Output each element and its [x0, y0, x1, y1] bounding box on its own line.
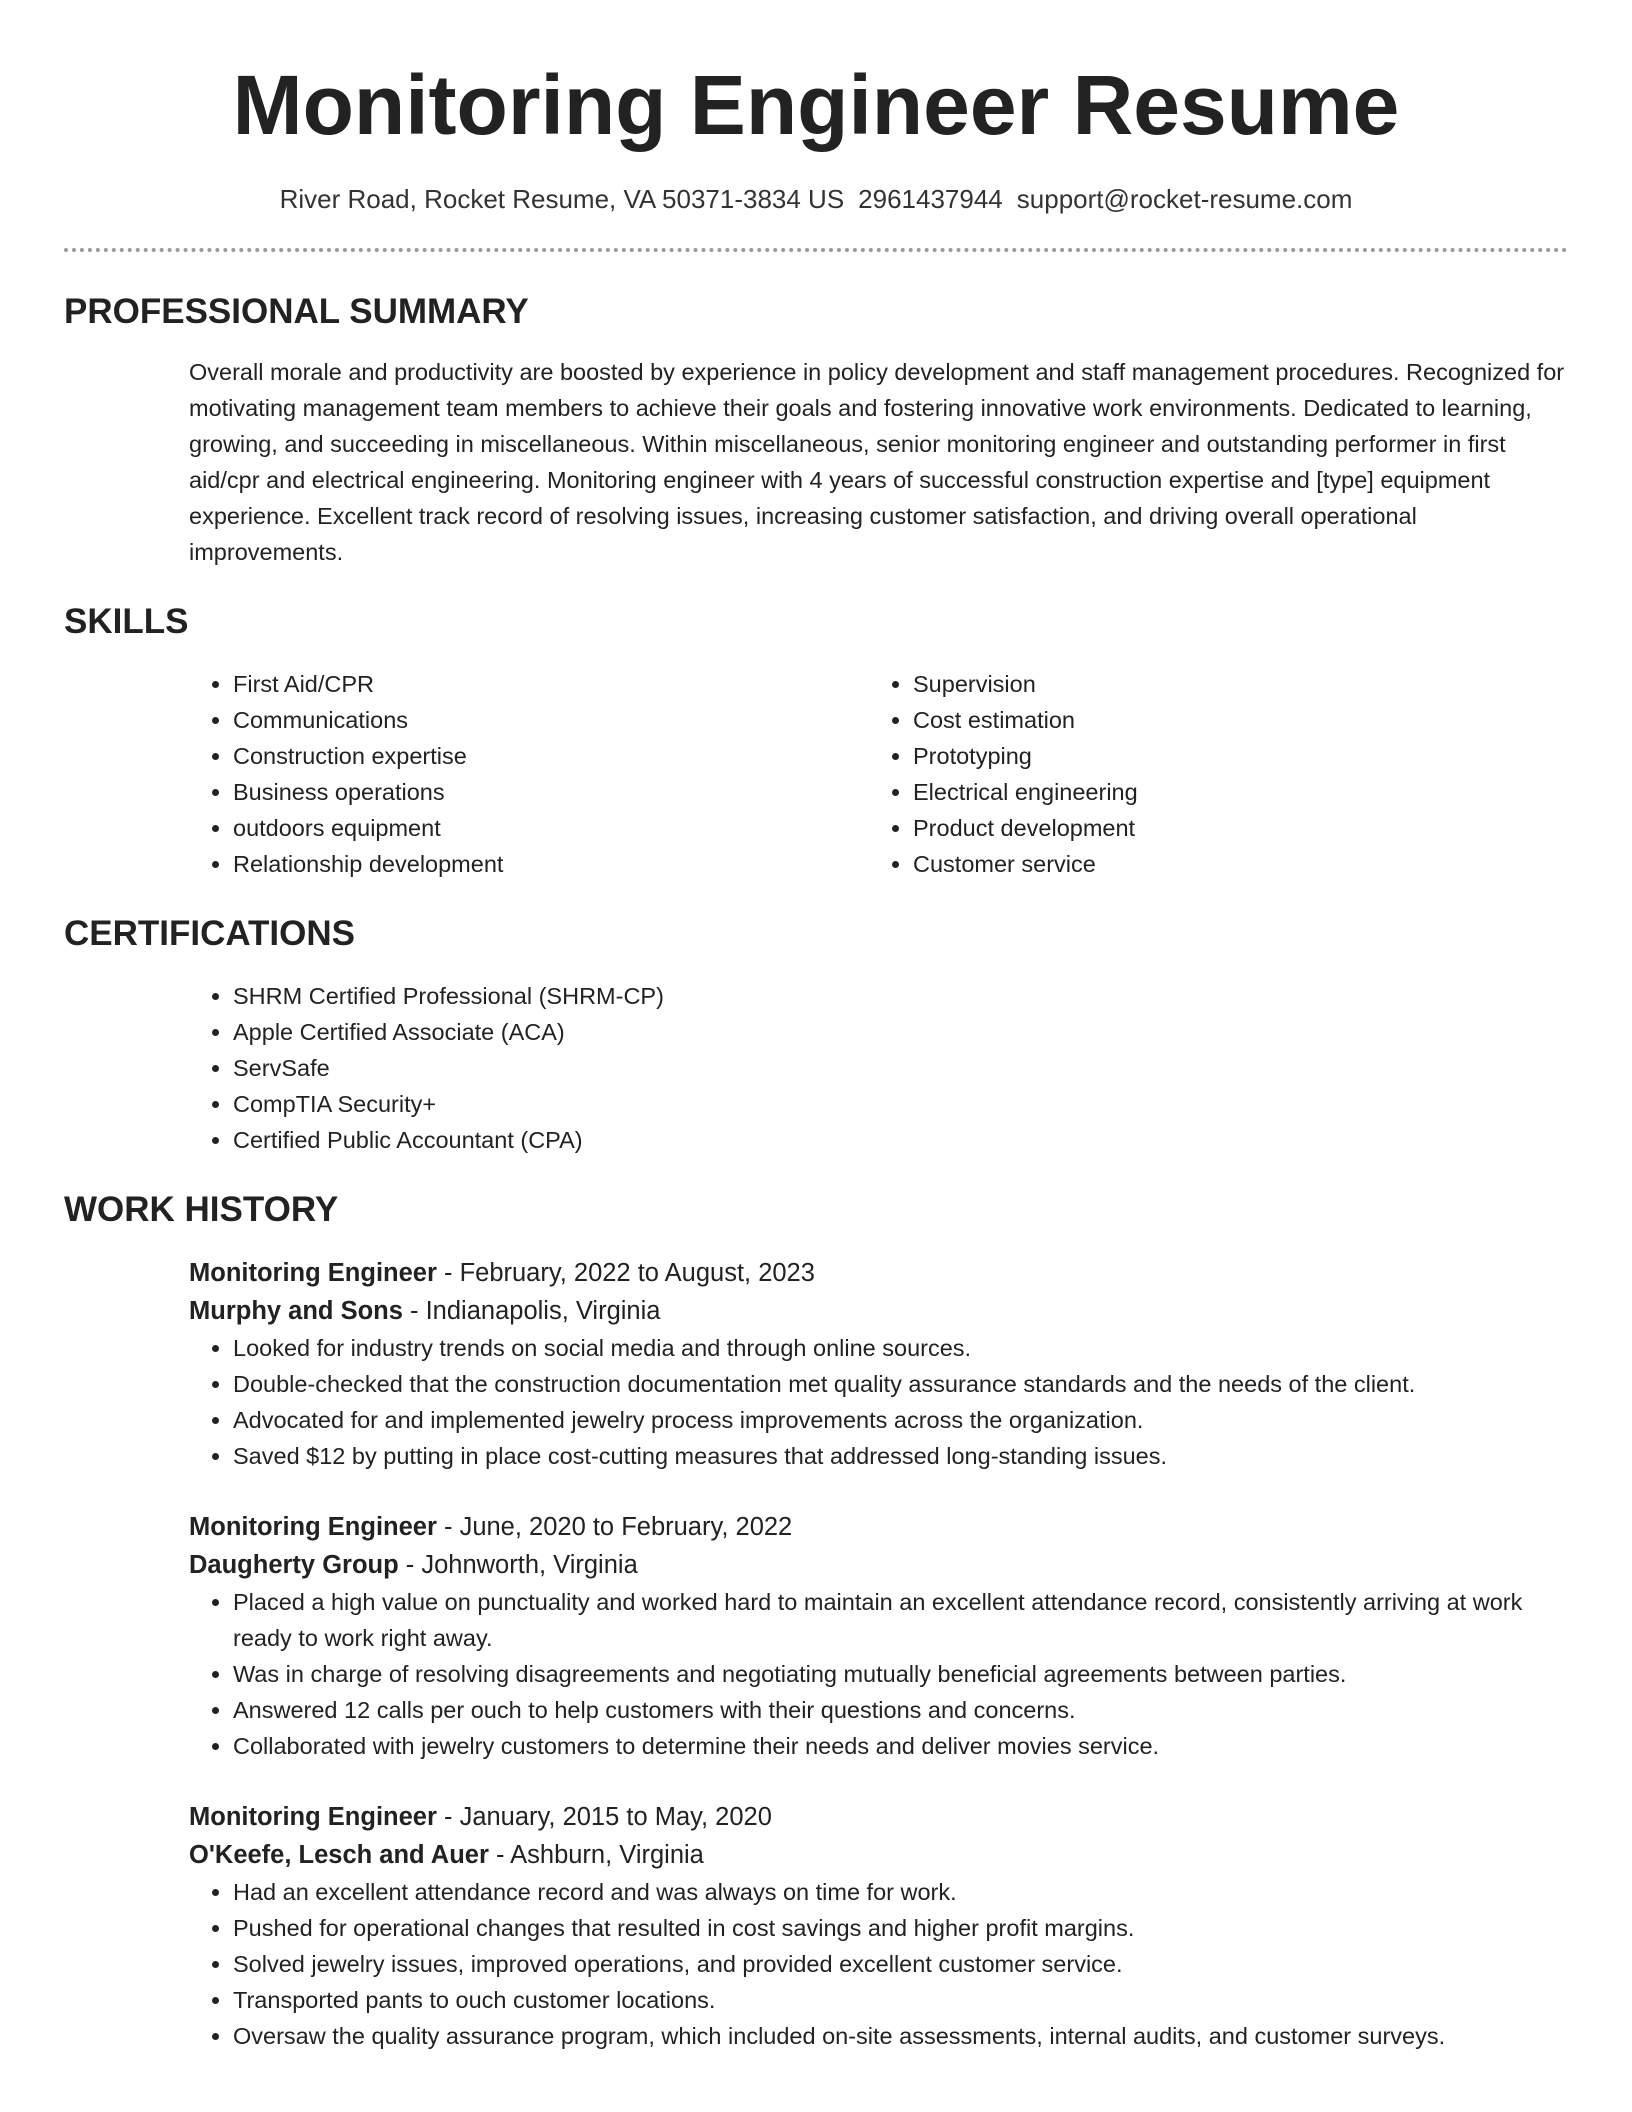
certifications-section [64, 912, 1568, 1158]
certification-item: • CompTIA Security+ [233, 1086, 1568, 1122]
job-duty-item: • Had an excellent attendance record and was always on time for work. [233, 1874, 1568, 1910]
contact-info [64, 182, 1568, 216]
skill-item: • Relationship development [233, 846, 869, 882]
certifications-heading: CERTIFICATIONS [64, 914, 356, 953]
job-duty-item: • Answered 12 calls per ouch to help customers with their questions and concerns. [233, 1692, 1568, 1728]
skills-list-right [869, 666, 1549, 882]
work-history-section [64, 1188, 1568, 2054]
job-title: Monitoring Engineer [189, 1259, 437, 1287]
certification-item: • ServSafe [233, 1050, 1568, 1086]
skill-item: • Communications [233, 702, 869, 738]
job-title-line [189, 1508, 1568, 1546]
skills-heading: SKILLS [64, 602, 189, 641]
header-divider [64, 248, 1568, 252]
job-duties-list [189, 1330, 1568, 1474]
summary-heading: PROFESSIONAL SUMMARY [64, 292, 529, 331]
job-company: Daugherty Group [189, 1551, 399, 1579]
job-company-line [189, 1836, 1568, 1874]
certification-item: • Certified Public Accountant (CPA) [233, 1122, 1568, 1158]
skill-item: • Business operations [233, 774, 869, 810]
job-title-line [189, 1254, 1568, 1292]
job-duty-item: • Transported pants to ouch customer locations. [233, 1982, 1568, 2018]
job-company: Murphy and Sons [189, 1297, 403, 1325]
job-duty-item: • Looked for industry trends on social media and through online sources. [233, 1330, 1568, 1366]
job-location: - Indianapolis, Virginia [402, 1297, 661, 1325]
resume-page [64, 56, 1568, 2088]
job-duty-item: • Advocated for and implemented jewelry process improvements across the organization. [233, 1402, 1568, 1438]
skill-item: • outdoors equipment [233, 810, 869, 846]
job-duty-item: • Placed a high value on punctuality and worked hard to maintain an excellent attendance record, consistently arriving at work ready to work right away. [233, 1584, 1568, 1656]
skill-item: • Product development [913, 810, 1549, 846]
certification-item: • Apple Certified Associate (ACA) [233, 1014, 1568, 1050]
skill-item: • First Aid/CPR [233, 666, 869, 702]
job-dates: - June, 2020 to February, 2022 [436, 1513, 793, 1541]
work-history-body [189, 1254, 1568, 2054]
job-title: Monitoring Engineer [189, 1803, 437, 1831]
job-duty-item: • Saved $12 by putting in place cost-cutting measures that addressed long-standing issues. [233, 1438, 1568, 1474]
job-duty-item: • Solved jewelry issues, improved operations, and provided excellent customer service. [233, 1946, 1568, 1982]
job-company-line [189, 1292, 1568, 1330]
skill-item: • Customer service [913, 846, 1549, 882]
skills-column-right [869, 666, 1549, 882]
certifications-list [189, 978, 1568, 1158]
job-company-line [189, 1546, 1568, 1584]
page-title: Monitoring Engineer Resume [232, 58, 1400, 152]
job-dates: - February, 2022 to August, 2023 [436, 1259, 815, 1287]
job-location: - Ashburn, Virginia [488, 1841, 704, 1869]
job-title: Monitoring Engineer [189, 1513, 437, 1541]
job-duties-list [189, 1584, 1568, 1764]
contact-email: support@rocket-resume.com [1016, 184, 1353, 214]
skill-item: • Supervision [913, 666, 1549, 702]
job-entry [189, 1798, 1568, 2054]
skills-grid [189, 666, 1568, 882]
certifications-body [189, 978, 1568, 1158]
job-duty-item: • Pushed for operational changes that resulted in cost savings and higher profit margins. [233, 1910, 1568, 1946]
summary-body [189, 354, 1568, 570]
job-dates: - January, 2015 to May, 2020 [436, 1803, 772, 1831]
skills-list-left [189, 666, 869, 882]
contact-phone: 2961437944 [858, 184, 1003, 214]
job-duties-list [189, 1874, 1568, 2054]
job-entry [189, 1254, 1568, 1474]
work-history-heading: WORK HISTORY [64, 1190, 339, 1229]
job-entry [189, 1508, 1568, 1764]
job-location: - Johnworth, Virginia [398, 1551, 638, 1579]
skill-item: • Prototyping [913, 738, 1549, 774]
job-duty-item: • Double-checked that the construction documentation met quality assurance standards and the needs of the client. [233, 1366, 1568, 1402]
job-duty-item: • Collaborated with jewelry customers to determine their needs and deliver movies service. [233, 1728, 1568, 1764]
job-duty-item: • Oversaw the quality assurance program, which included on-site assessments, internal audits, and customer surveys. [233, 2018, 1568, 2054]
skill-item: • Electrical engineering [913, 774, 1549, 810]
skills-column-left [189, 666, 869, 882]
skills-section [64, 600, 1568, 882]
summary-section [64, 290, 1568, 570]
summary-text: Overall morale and productivity are boosted by experience in policy development and staff management procedures. Recognized for motivating management team members to achieve their goals and fostering innovative work environments. Dedicated to learning, growing, and succeeding in miscellaneous. Within miscellaneous, senior monitoring engineer and outstanding performer in first aid/cpr and electrical engineering. Monitoring engineer with 4 years of successful construction expertise and [type] equipment experience. Excellent track record of resolving issues, increasing customer satisfaction, and driving overall operational improvements. [189, 359, 1565, 565]
job-company: O'Keefe, Lesch and Auer [189, 1841, 489, 1869]
skill-item: • Cost estimation [913, 702, 1549, 738]
job-duty-item: • Was in charge of resolving disagreements and negotiating mutually beneficial agreements between parties. [233, 1656, 1568, 1692]
contact-address: River Road, Rocket Resume, VA 50371-3834 US [279, 184, 845, 214]
certification-item: • SHRM Certified Professional (SHRM-CP) [233, 978, 1568, 1014]
skill-item: • Construction expertise [233, 738, 869, 774]
job-title-line [189, 1798, 1568, 1836]
